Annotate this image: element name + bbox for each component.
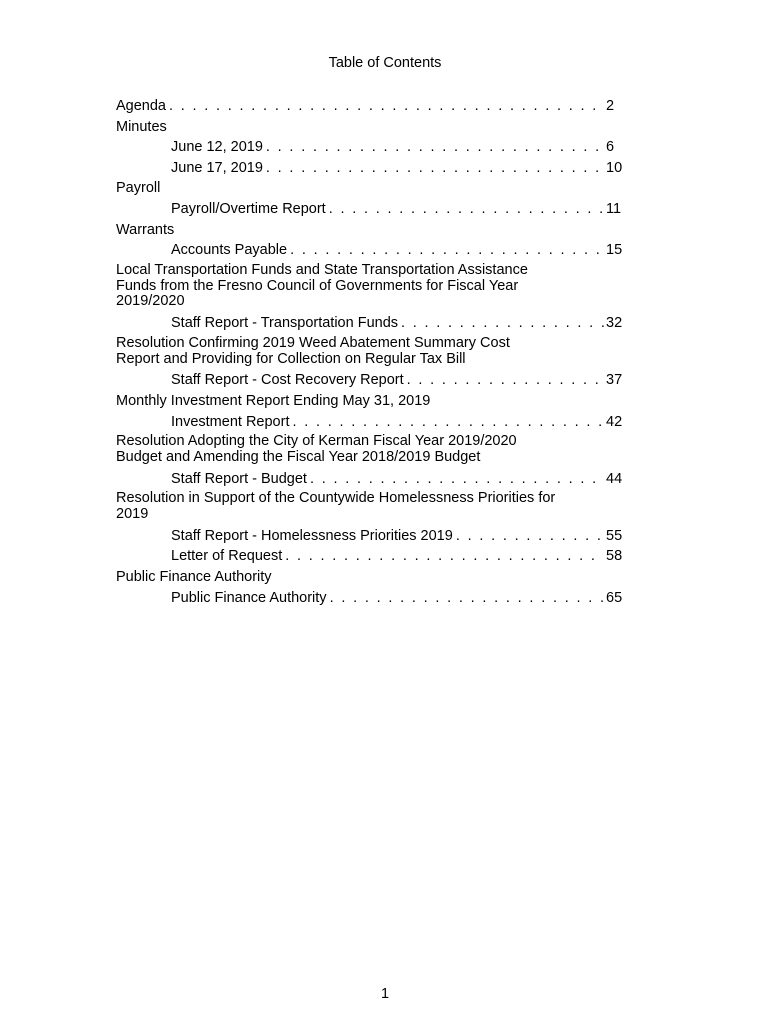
toc-entry-label: Public Finance Authority xyxy=(171,589,327,606)
page-title: Table of Contents xyxy=(328,55,442,71)
toc-entry-homelessness-priorities[interactable] xyxy=(116,526,626,547)
dot-leader xyxy=(282,546,604,567)
toc-entry-page: 42 xyxy=(606,413,623,430)
toc-entry-minutes-june-17[interactable] xyxy=(116,158,626,179)
toc-entry-page: 55 xyxy=(606,527,623,544)
toc-entry-label: Staff Report - Transportation Funds xyxy=(171,315,399,332)
toc-entry-label: June 17, 2019 xyxy=(171,159,263,176)
toc-entry-label: Staff Report - Cost Recovery Report xyxy=(171,372,404,389)
toc-heading-minutes: Minutes xyxy=(116,118,167,135)
dot-leader xyxy=(404,370,604,391)
toc-entry-agenda[interactable] xyxy=(116,96,626,117)
toc-heading-warrants: Warrants xyxy=(116,221,175,238)
toc-entry-page: 32 xyxy=(606,315,623,332)
toc-entry-public-finance-authority[interactable] xyxy=(116,588,626,609)
dot-leader xyxy=(453,526,604,547)
dot-leader xyxy=(263,158,604,179)
dot-leader xyxy=(398,313,604,334)
toc-entry-page: 44 xyxy=(606,470,623,487)
toc-entry-transportation-funds[interactable] xyxy=(116,313,626,334)
toc-entry-label: Investment Report xyxy=(171,413,290,430)
toc-entry-label: Payroll/Overtime Report xyxy=(171,200,326,217)
toc-heading-budget: Resolution Adopting the City of Kerman Fiscal Year 2019/2020 Budget and Amending the Fiscal Year 2018/2019 Budget xyxy=(116,433,517,465)
dot-leader xyxy=(327,588,604,609)
toc-entry-page: 15 xyxy=(606,242,623,259)
toc-entry-budget[interactable] xyxy=(116,469,626,490)
toc-entry-page: 10 xyxy=(606,159,623,176)
toc-heading-homelessness: Resolution in Support of the Countywide Homelessness Priorities for 2019 xyxy=(116,490,556,523)
dot-leader xyxy=(263,137,604,158)
dot-leader xyxy=(166,96,604,117)
toc-heading-weed-abatement: Resolution Confirming 2019 Weed Abatement Summary Cost Report and Providing for Collection on Regular Tax Bill xyxy=(116,334,510,367)
toc-entry-label: June 12, 2019 xyxy=(171,139,263,156)
toc-entry-cost-recovery[interactable] xyxy=(116,370,626,391)
toc-heading-investment: Monthly Investment Report Ending May 31, 2019 xyxy=(116,392,431,409)
dot-leader xyxy=(287,240,604,261)
toc-entry-page: 2 xyxy=(606,98,615,114)
dot-leader xyxy=(326,199,604,220)
toc-entry-page: 37 xyxy=(606,372,623,389)
toc-entry-label: Staff Report - Homelessness Priorities 2019 xyxy=(171,527,453,544)
toc-entry-page: 11 xyxy=(606,200,622,217)
toc-heading-transportation: Local Transportation Funds and State Transportation Assistance Funds from the Fresno Council of Governments for Fiscal Year 2019/2020 xyxy=(116,261,528,310)
toc-entry-page: 6 xyxy=(606,139,615,156)
toc-heading-payroll: Payroll xyxy=(116,180,161,197)
toc-entry-investment-report[interactable] xyxy=(116,412,626,433)
toc-entry-page: 65 xyxy=(606,589,623,606)
toc-entry-label: Staff Report - Budget xyxy=(171,470,307,487)
toc-entry-minutes-june-12[interactable] xyxy=(116,137,626,158)
dot-leader xyxy=(307,469,604,490)
toc-entry-page: 58 xyxy=(606,548,623,565)
toc-entry-letter-of-request[interactable] xyxy=(116,546,626,567)
dot-leader xyxy=(289,412,604,433)
toc-entry-payroll-overtime[interactable] xyxy=(116,199,626,220)
toc-entry-label: Accounts Payable xyxy=(171,242,288,259)
toc-entry-accounts-payable[interactable] xyxy=(116,240,626,261)
toc-list xyxy=(116,96,626,608)
page-number: 1 xyxy=(380,986,390,1002)
toc-entry-label: Agenda xyxy=(116,98,166,114)
toc-heading-public-finance: Public Finance Authority xyxy=(116,569,272,586)
toc-entry-label: Letter of Request xyxy=(171,548,283,565)
